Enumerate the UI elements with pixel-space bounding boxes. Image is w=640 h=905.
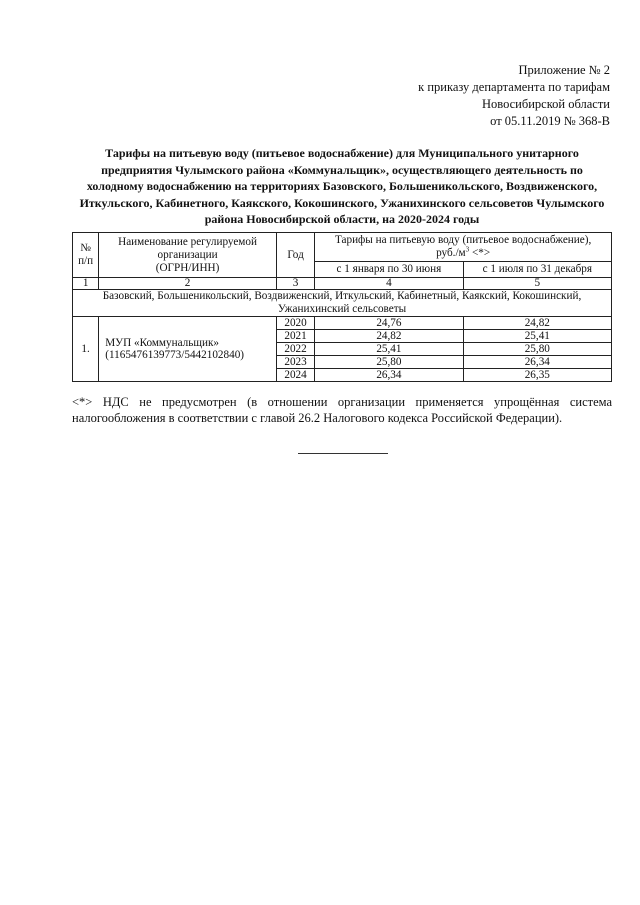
header-org-line-2: (ОГРН/ИНН)	[155, 261, 220, 274]
header-tariff	[315, 233, 612, 262]
tariff-h1-cell: 26,34	[315, 369, 463, 382]
organization-name: МУП «Коммунальщик»	[105, 337, 219, 349]
column-number-row	[73, 278, 612, 290]
header-tariff-main: Тарифы на питьевую воду (питьевое водоснабжение),	[334, 234, 592, 246]
appendix-line-3: Новосибирской области	[481, 97, 610, 111]
tariff-h1-cell: 25,41	[315, 343, 463, 356]
table-row	[73, 317, 612, 330]
column-number: 5	[463, 278, 611, 290]
header-period-2: с 1 июля по 31 декабря	[463, 262, 611, 278]
appendix-line-4: от 05.11.2019 № 368-В	[490, 114, 610, 128]
organization-ids: (1165476139773/5442102840)	[105, 349, 245, 361]
header-tariff-unit: руб./м	[436, 247, 466, 259]
year-cell: 2021	[276, 330, 314, 343]
header-num: № п/п	[73, 233, 99, 278]
zone-row	[73, 290, 612, 317]
footnote: <*> НДС не предусмотрен (в отношении организации применяется упрощённая система налогообложения в соответствии с главой 26.2 Налогового кодекса Российской Федерации).	[72, 395, 612, 425]
appendix-line-1: Приложение № 2	[518, 63, 610, 77]
tariff-h1-cell: 24,82	[315, 330, 463, 343]
appendix-line-2: к приказу департамента по тарифам	[418, 80, 610, 94]
header-year: Год	[276, 233, 314, 278]
year-cell: 2024	[276, 369, 314, 382]
tariff-h2-cell: 26,35	[463, 369, 611, 382]
tariff-h1-cell: 25,80	[315, 356, 463, 369]
column-number: 2	[99, 278, 277, 290]
tariff-table	[72, 232, 612, 382]
year-cell: 2020	[276, 317, 314, 330]
header-period-1: с 1 января по 30 июня	[315, 262, 463, 278]
header-organization	[99, 233, 277, 278]
tariff-h1-cell: 24,76	[315, 317, 463, 330]
tariff-h2-cell: 25,80	[463, 343, 611, 356]
column-number: 1	[73, 278, 99, 290]
tariff-h2-cell: 26,34	[463, 356, 611, 369]
column-number: 3	[276, 278, 314, 290]
column-number: 4	[315, 278, 463, 290]
header-tariff-note: <*>	[469, 247, 491, 259]
document-title: Тарифы на питьевую воду (питьевое водоснабжение) для Муниципального унитарного предприятия Чулымского района «Коммунальщик», осуществляющего деятельность по холодному водоснабжению на территориях Базовского, Большеникольского, Воздвиженского, Иткульского, Кабинетного, Каякского, Кокошинского, Ужанихинского сельсоветов Чулымского района Новосибирской области, на 2020-2024 годы	[79, 146, 605, 226]
tariff-h2-cell: 24,82	[463, 317, 611, 330]
organization-cell	[99, 317, 277, 382]
year-cell: 2022	[276, 343, 314, 356]
appendix-block	[310, 62, 610, 130]
closing-rule	[298, 453, 388, 454]
header-tariff-unit-sup: 3	[465, 245, 470, 254]
row-number: 1.	[73, 317, 99, 382]
year-cell: 2023	[276, 356, 314, 369]
header-org-line-1: Наименование регулируемой организации	[118, 235, 257, 261]
tariff-h2-cell: 25,41	[463, 330, 611, 343]
zone-cell: Базовский, Большеникольский, Воздвиженский, Иткульский, Кабинетный, Каякский, Кокошинский, Ужанихинский сельсоветы	[73, 290, 612, 317]
